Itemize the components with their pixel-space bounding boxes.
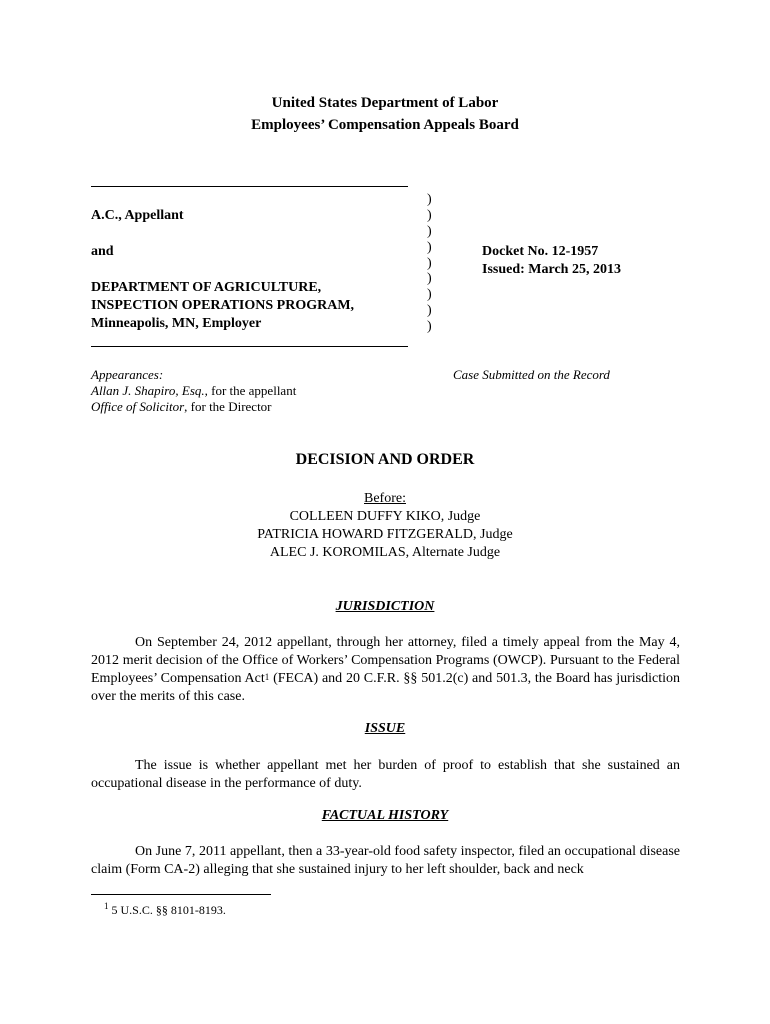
director-rep-role: , for the Director — [184, 399, 272, 414]
caption-paren-column — [427, 192, 439, 335]
director-representative — [91, 399, 272, 415]
caption-paren: ) — [427, 223, 432, 239]
caption-paren: ) — [427, 271, 432, 287]
factual-history-text: On June 7, 2011 appellant, then a 33-year-old food safety inspector, filed an occupational disease claim (Form CA-2) alleging that she sustained injury to her left shoulder, back and neck — [91, 844, 680, 877]
caption-top-rule — [91, 186, 408, 187]
appellant-rep-name: Allan J. Shapiro, Esq., — [91, 383, 208, 398]
appellant-rep-role: for the appellant — [207, 383, 297, 398]
issue-paragraph — [91, 757, 680, 793]
judge-3: ALEC J. KOROMILAS, Alternate Judge — [269, 545, 501, 560]
issue-text: The issue is whether appellant met her burden of proof to establish that she sustained an occupational disease in the performance of duty. — [91, 758, 680, 791]
footnote-number: 1 — [104, 901, 109, 911]
jurisdiction-heading: JURISDICTION — [335, 599, 435, 614]
factual-history-paragraph — [91, 843, 680, 879]
caption-paren: ) — [427, 287, 432, 303]
caption-bottom-rule — [91, 346, 408, 347]
judge-2: PATRICIA HOWARD FITZGERALD, Judge — [257, 527, 513, 542]
decision-title: DECISION AND ORDER — [295, 451, 475, 468]
board-title: Employees’ Compensation Appeals Board — [251, 117, 519, 133]
employer-line-2: INSPECTION OPERATIONS PROGRAM, — [91, 298, 355, 313]
factual-history-heading: FACTUAL HISTORY — [321, 808, 449, 823]
caption-paren: ) — [427, 255, 432, 271]
employer-line-3: Minneapolis, MN, Employer — [91, 316, 262, 331]
director-rep-name: Office of Solicitor — [91, 399, 185, 414]
caption-paren: ) — [427, 239, 432, 255]
caption-paren: ) — [427, 192, 432, 207]
jurisdiction-text-1: On September 24, 2012 appellant, through her attorney, filed a timely appeal from the May 4, 2012 merit decision of the Office of Workers’ Compensation Programs (OWCP). Pursuant to the Federal Employees’ Compensation Act — [91, 635, 680, 686]
footnote-text: 5 U.S.C. §§ 8101-8193. — [111, 903, 226, 917]
submission-note: Case Submitted on the Record — [453, 367, 610, 382]
caption-paren: ) — [427, 319, 432, 335]
footnote — [104, 903, 226, 918]
issued-date: Issued: March 25, 2013 — [482, 262, 621, 277]
appellant-representative — [91, 383, 296, 399]
caption-paren: ) — [427, 303, 432, 319]
judge-1: COLLEEN DUFFY KIKO, Judge — [289, 509, 481, 524]
docket-number: Docket No. 12-1957 — [482, 244, 599, 259]
before-label: Before: — [364, 491, 406, 506]
caption-and: and — [91, 244, 114, 259]
jurisdiction-paragraph — [91, 634, 680, 706]
caption-paren: ) — [427, 207, 432, 223]
appearances-label: Appearances: — [91, 367, 164, 382]
agency-title: United States Department of Labor — [271, 95, 499, 111]
issue-heading: ISSUE — [364, 721, 406, 736]
appellant-name: A.C., Appellant — [91, 208, 184, 223]
footnote-ref: 1 — [264, 672, 270, 682]
footnote-rule — [91, 894, 271, 895]
jurisdiction-text-2: (FECA) and 20 C.F.R. §§ 501.2(c) and 501.3, the Board has jurisdiction over the merits of this case. — [91, 671, 681, 704]
employer-line-1: DEPARTMENT OF AGRICULTURE, — [91, 280, 322, 295]
